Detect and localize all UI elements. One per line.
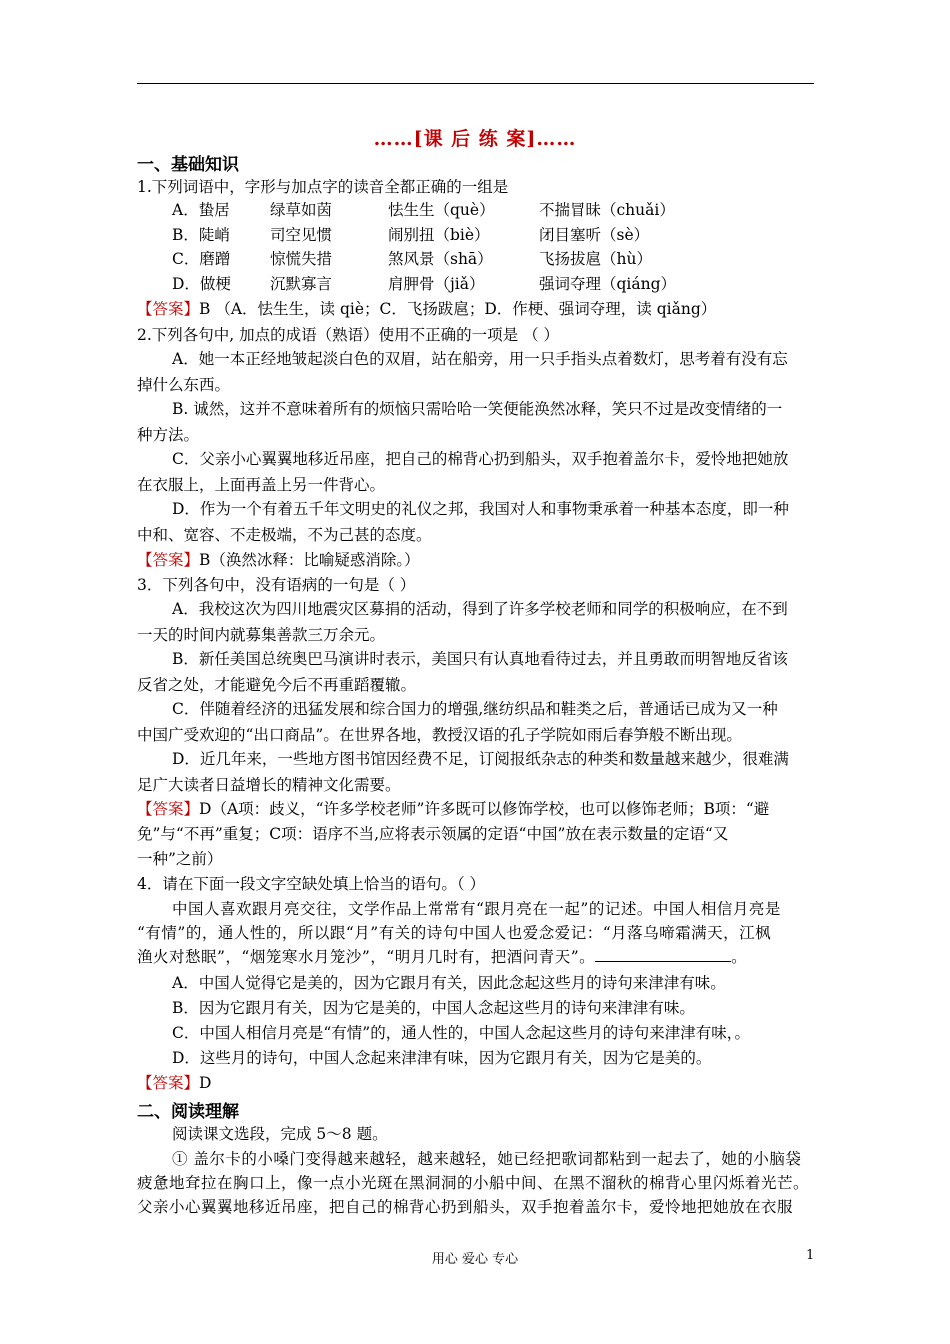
q1-answer — [137, 298, 716, 320]
q2-line: C．父亲小心翼翼地移近吊座，把自己的棉背心扔到船头，双手抱着盖尔卡，爱怜地把她放 — [172, 450, 789, 468]
q3-line: B．新任美国总统奥巴马演讲时表示，美国只有认真地看待过去，并且勇敢而明智地反省该 — [172, 650, 788, 668]
q4-passage-line — [137, 946, 747, 968]
reading-intro: 阅读课文选段，完成 5～8 题。 — [172, 1125, 388, 1143]
q2-line: 中和、宽容、不走极端，不为己甚的态度。 — [137, 526, 432, 544]
page-number: 1 — [806, 1248, 815, 1263]
section-heading-basics: 一、基础知识 — [137, 155, 239, 175]
q4-passage-line: “有情”的，通人性的，所以跟“月”有关的诗句中国人也爱念爱记：“月落乌啼霜满天，江枫 — [137, 924, 772, 942]
q4-option: C．中国人相信月亮是“有情”的，通人性的，中国人念起这些月的诗句来津津有味，。 — [172, 1024, 750, 1042]
answer-tag: 【答案】 — [137, 1074, 200, 1092]
q4-option: D．这些月的诗句，中国人念起来津津有味，因为它跟月有关，因为它是美的。 — [172, 1049, 712, 1067]
q1-c-word3: 煞风景（shā） — [388, 250, 493, 268]
page-title: ……[课 后 练 案]…… — [373, 128, 577, 150]
q4-option: A．中国人觉得它是美的，因为它跟月有关，因此念起这些月的诗句来津津有味。 — [172, 974, 726, 992]
q3-line: C．伴随着经济的迅猛发展和综合国力的增强,继纺织品和鞋类之后，普通话已成为又一种 — [172, 700, 778, 718]
q1-d-word4: 强词夺理（qiáng） — [539, 275, 677, 293]
q4-passage-end: 。 — [731, 948, 748, 966]
answer-tag: 【答案】 — [137, 551, 200, 569]
q4-passage-line: 中国人喜欢跟月亮交往，文学作品上常常有“跟月亮在一起”的记述。中国人相信月亮是 — [172, 900, 781, 918]
q2-answer — [137, 549, 420, 571]
reading-line: ① 盖尔卡的小嗓门变得越来越轻，越来越轻，她已经把歌词都粘到一起去了，她的小脑袋 — [172, 1150, 802, 1168]
answer-tag: 【答案】 — [137, 800, 200, 818]
q1-b-word1: B．陡峭 — [172, 226, 230, 244]
q2-line: 种方法。 — [137, 426, 200, 444]
q1-b-word2: 司空见惯 — [270, 226, 333, 244]
answer-text: D — [199, 1074, 212, 1092]
q1-c-word2: 惊慌失措 — [270, 250, 333, 268]
q2-line: 掉什么东西。 — [137, 376, 231, 394]
q1-b-word4: 闭目塞听（sè） — [539, 226, 650, 244]
answer-text: B（涣然冰释：比喻疑惑消除。） — [199, 551, 420, 569]
reading-line: 父亲小心翼翼地移近吊座，把自己的棉背心扔到船头，双手抱着盖尔卡，爱怜地把她放在衣服 — [137, 1198, 794, 1216]
q3-line: 足广大读者日益增长的精神文化需要。 — [137, 776, 401, 794]
q3-answer-cont: 免”与“不再”重复；C项：语序不当,应将表示领属的定语“中国”放在表示数量的定语“又 — [137, 825, 729, 843]
answer-text: B （A．怯生生，读 qiè；C．飞扬跋扈；D．作梗、强词夺理，读 qiǎng） — [199, 300, 717, 318]
answer-text: D（A项：歧义，“许多学校老师”许多既可以修饰学校，也可以修饰老师；B项：“避 — [199, 800, 770, 818]
q3-answer-cont: 一种”之前） — [137, 850, 223, 868]
q1-d-word1: D．做梗 — [172, 275, 231, 293]
q3-answer — [137, 798, 769, 820]
q2-line: A．她一本正经地皱起淡白色的双眉，站在船旁，用一只手指头点着数灯，思考着有没有忘 — [172, 350, 788, 368]
fill-blank[interactable] — [595, 947, 731, 962]
q2-line: 在衣服上，上面再盖上另一件背心。 — [137, 476, 386, 494]
q3-line: 反省之处，才能避免今后不再重蹈覆辙。 — [137, 676, 417, 694]
question-3-stem: 3．下列各句中，没有语病的一句是（ ） — [137, 576, 416, 594]
q2-line: D．作为一个有着五千年文明史的礼仪之邦，我国对人和事物秉承着一种基本态度，即一种 — [172, 500, 789, 518]
q4-option: B．因为它跟月有关，因为它是美的，中国人念起这些月的诗句来津津有味。 — [172, 999, 695, 1017]
q1-c-word1: C．磨蹭 — [172, 250, 231, 268]
question-1-stem: 1.下列词语中，字形与加点字的读音全都正确的一组是 — [137, 178, 509, 196]
q1-a-word3: 怯生生（què） — [388, 201, 495, 219]
q1-a-word1: A．蛰居 — [172, 201, 230, 219]
q1-d-word2: 沉默寡言 — [270, 275, 333, 293]
q2-line: B. 诚然，这并不意味着所有的烦恼只需哈哈一笑便能涣然冰释，笑只不过是改变情绪的一 — [172, 400, 783, 418]
q1-c-word4: 飞扬拔扈（hù） — [539, 250, 652, 268]
q3-line: A．我校这次为四川地震灾区募捐的活动，得到了许多学校老师和同学的积极响应，在不到 — [172, 600, 788, 618]
page-footer: 用心 爱心 专心 — [431, 1252, 519, 1267]
question-2-stem: 2.下列各句中, 加点的成语（熟语）使用不正确的一项是 （ ） — [137, 326, 559, 344]
q1-d-word3: 肩胛骨（jiǎ） — [388, 275, 485, 293]
reading-line: 疲惫地耷拉在胸口上，像一点小光斑在黑洞洞的小船中间、在黑不溜秋的棉背心里闪烁着光芒。 — [137, 1174, 810, 1192]
header-rule — [137, 83, 814, 84]
q3-line: 中国广受欢迎的“出口商品”。在世界各地，教授汉语的孔子学院如雨后春笋般不断出现。 — [137, 726, 742, 744]
q1-a-word2: 绿草如茵 — [270, 201, 333, 219]
q3-line: D．近几年来，一些地方图书馆因经费不足，订阅报纸杂志的种类和数量越来越少，很难满 — [172, 750, 789, 768]
q1-a-word4: 不揣冒昧（chuǎi） — [539, 201, 675, 219]
answer-tag: 【答案】 — [137, 300, 200, 318]
q4-passage-text: 渔火对愁眠”，“烟笼寒水月笼沙”，“明月几时有，把酒问青天”。 — [137, 948, 596, 966]
q1-b-word3: 闹别扭（biè） — [388, 226, 490, 244]
q3-line: 一天的时间内就募集善款三万余元。 — [137, 626, 386, 644]
question-4-stem: 4．请在下面一段文字空缺处填上恰当的语句。（ ） — [137, 875, 486, 893]
q4-answer — [137, 1072, 211, 1094]
section-heading-reading: 二、阅读理解 — [137, 1102, 239, 1122]
